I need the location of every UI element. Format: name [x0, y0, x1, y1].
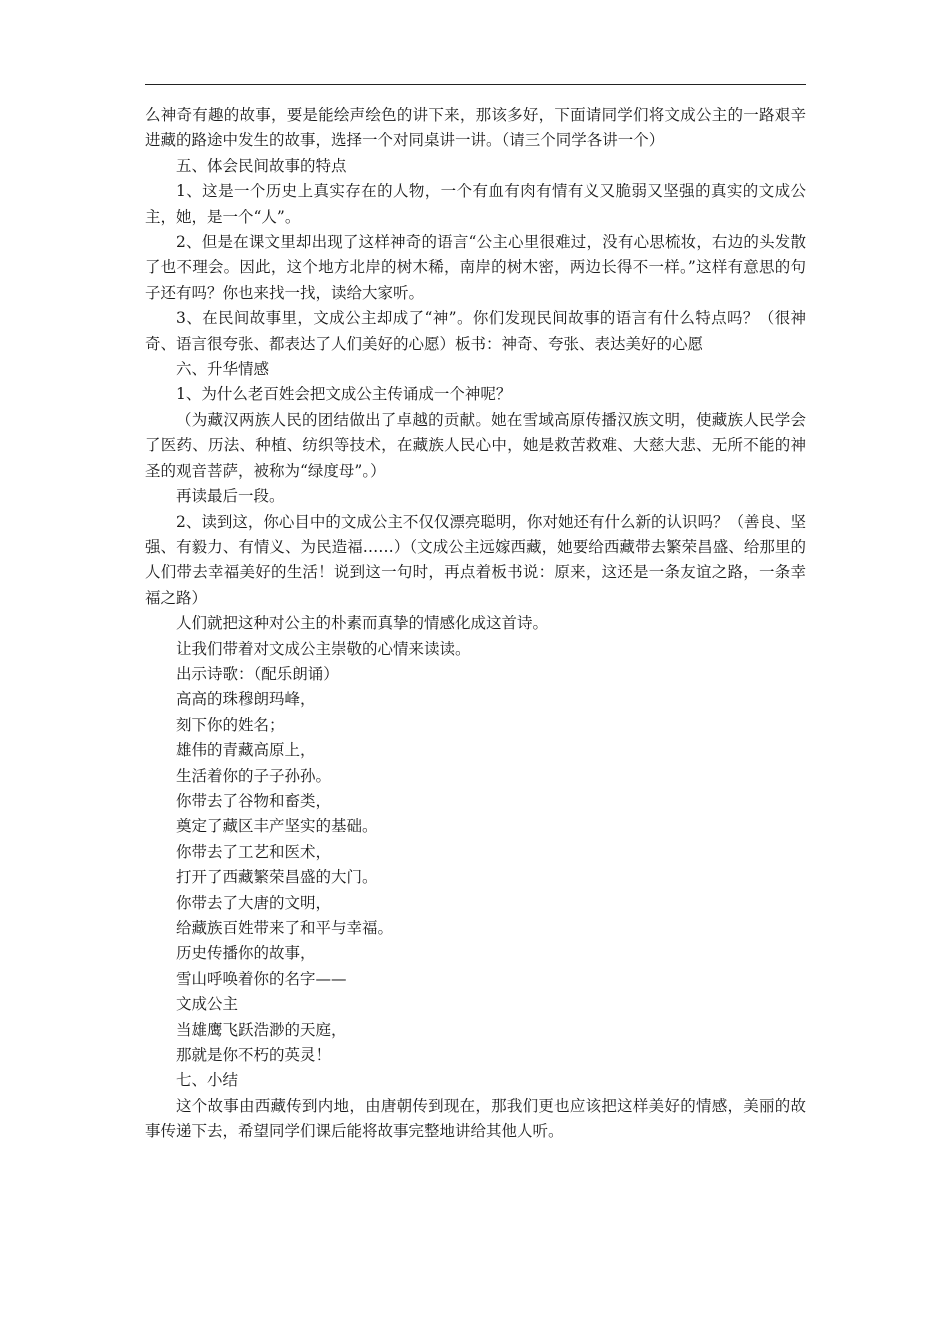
- paragraph: 1、这是一个历史上真实存在的人物，一个有血有肉有情有义又脆弱又坚强的真实的文成公主，她，是一个“人”。: [145, 182, 806, 226]
- paragraph: 出示诗歌：（配乐朗诵）: [176, 664, 339, 683]
- poem-line: 奠定了藏区丰产坚实的基础。: [176, 817, 378, 836]
- paragraph: 让我们带着对文成公主崇敬的心情来读读。: [176, 639, 471, 658]
- paragraph: 这个故事由西藏传到内地，由唐朝传到现在，那我们更也应该把这样美好的情感，美丽的故事传递下去，希望同学们课后能将故事完整地讲给其他人听。: [145, 1096, 806, 1141]
- section-heading: 五、体会民间故事的特点: [176, 156, 347, 175]
- paragraph: 人们就把这种对公主的朴素而真挚的情感化成这首诗。: [176, 614, 549, 633]
- header-rule: [145, 84, 806, 85]
- paragraph: （为藏汉两族人民的团结做出了卓越的贡献。她在雪域高原传播汉族文明，使藏族人民学会了医药、历法、种植、纺织等技术，在藏族人民心中，她是救苦救难、大慈大悲、无所不能的神圣的观音菩萨，被称为“绿度母”。）: [145, 410, 806, 480]
- poem-line: 那就是你不朽的英灵！: [176, 1046, 332, 1065]
- paragraph: 么神奇有趣的故事，要是能绘声绘色的讲下来，那该多好，下面请同学们将文成公主的一路艰辛进藏的路途中发生的故事，选择一个对同桌讲一讲。（请三个同学各讲一个）: [145, 106, 806, 150]
- poem-line: 生活着你的子子孙孙。: [176, 766, 332, 785]
- poem-line: 雄伟的青藏高原上，: [176, 741, 316, 760]
- poem-line: 高高的珠穆朗玛峰，: [176, 690, 316, 709]
- document-body: [145, 103, 806, 1145]
- section-heading: 七、小结: [176, 1071, 239, 1090]
- poem-line: 打开了西藏繁荣昌盛的大门。: [176, 868, 378, 887]
- paragraph: 3、在民间故事里，文成公主却成了“神”。你们发现民间故事的语言有什么特点吗？（很神奇、语言很夸张、都表达了人们美好的心愿）板书：神奇、夸张、表达美好的心愿: [145, 309, 806, 353]
- poem-line: 你带去了大唐的文明，: [176, 893, 332, 912]
- poem-line: 你带去了工艺和医术，: [176, 842, 332, 861]
- poem-line: 历史传播你的故事，: [176, 944, 316, 963]
- poem-line: 文成公主: [176, 995, 239, 1014]
- poem-line: 雪山呼唤着你的名字——: [176, 969, 347, 988]
- paragraph: 2、读到这，你心目中的文成公主不仅仅漂亮聪明，你对她还有什么新的认识吗？（善良、坚强、有毅力、有情义、为民造福……）（文成公主远嫁西藏，她要给西藏带去繁荣昌盛、给那里的人们带去幸福美好的生活！说到这一句时，再点着板书说：原来，这还是一条友谊之路，一条幸福之路）: [145, 512, 806, 607]
- paragraph: 1、为什么老百姓会把文成公主传诵成一个神呢？: [176, 385, 512, 404]
- poem-line: 给藏族百姓带来了和平与幸福。: [176, 919, 394, 937]
- paragraph: 2、但是在课文里却出现了这样神奇的语言“公主心里很难过，没有心思梳妆，右边的头发散了也不理会。因此，这个地方北岸的树木稀，南岸的树木密，两边长得不一样。”这样有意思的句子还有吗？你也来找一找，读给大家听。: [145, 233, 806, 302]
- section-heading: 六、升华情感: [176, 360, 270, 379]
- paragraph: 再读最后一段。: [176, 487, 285, 506]
- poem-line: 刻下你的姓名；: [176, 715, 285, 734]
- poem-line: 你带去了谷物和畜类，: [176, 791, 332, 810]
- poem-line: 当雄鹰飞跃浩渺的天庭，: [176, 1020, 347, 1039]
